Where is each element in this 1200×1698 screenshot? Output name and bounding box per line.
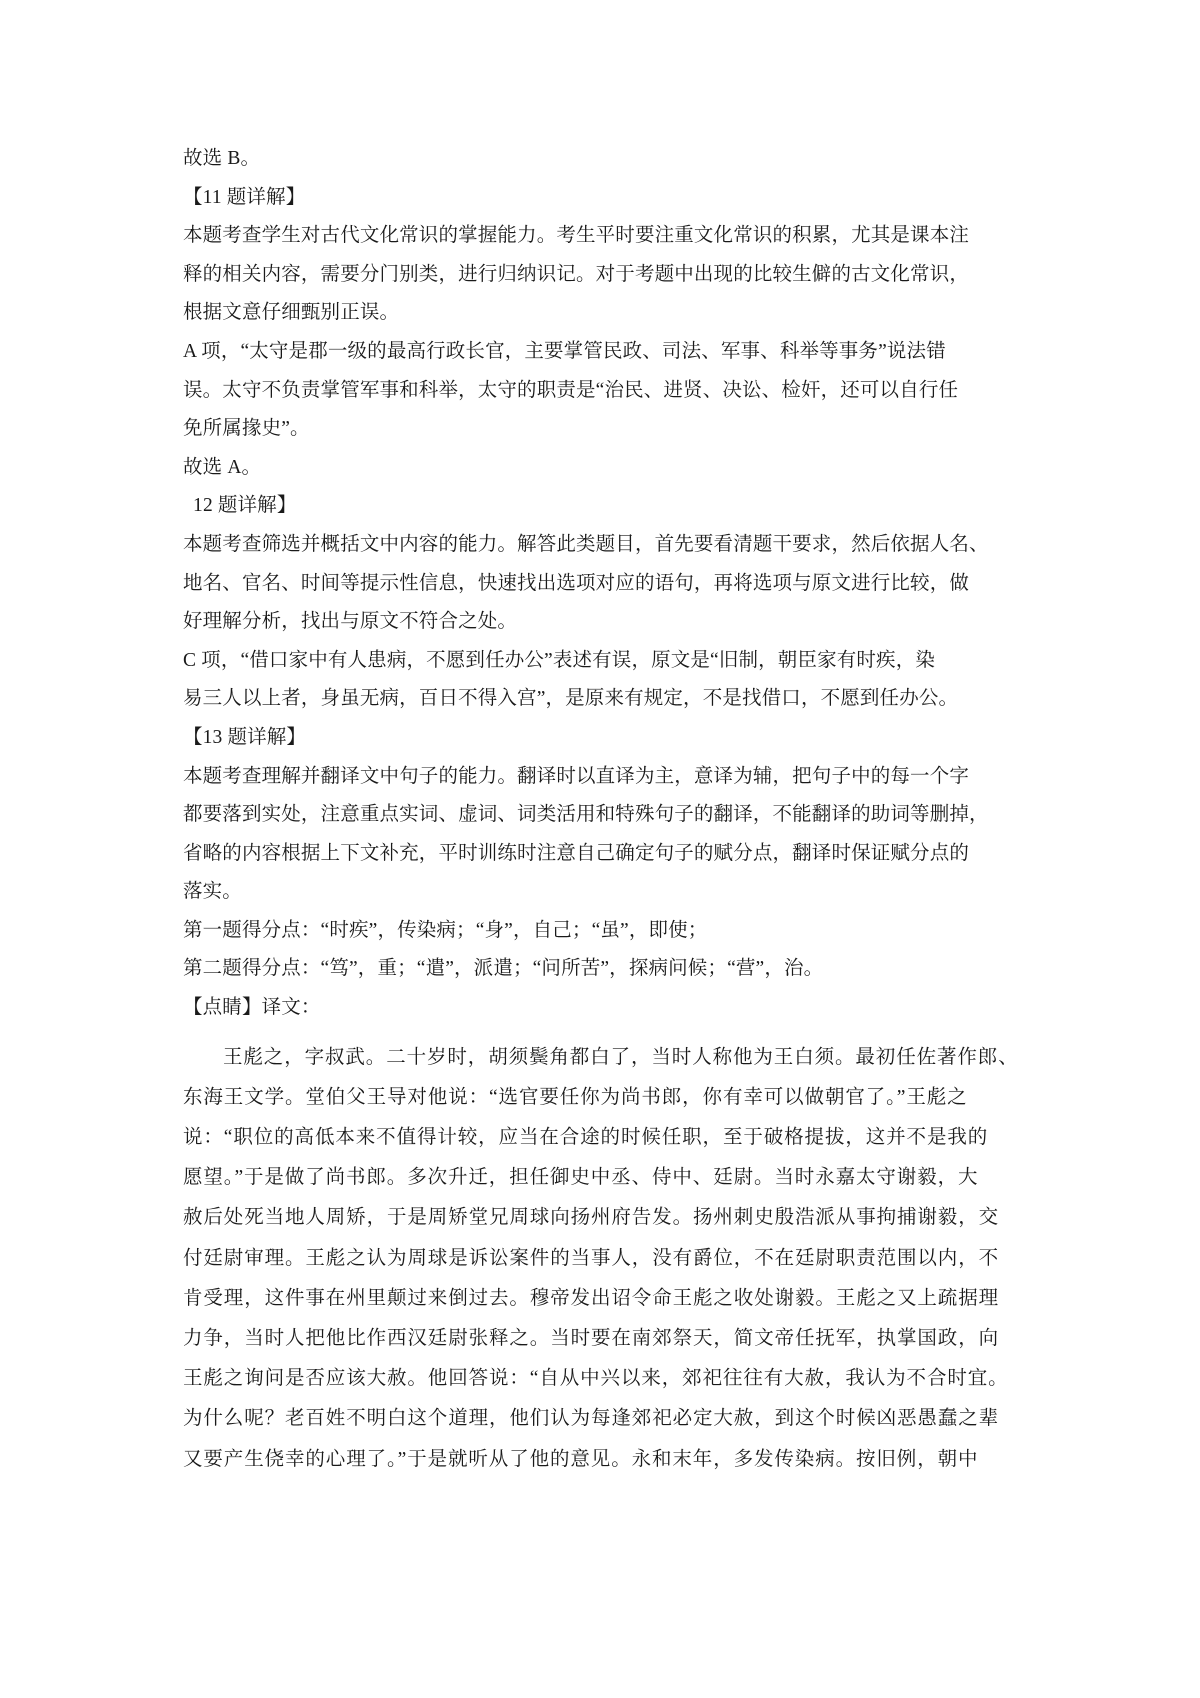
text-line: C 项，“借口家中有人患病，不愿到任办公”表述有误，原文是“旧制，朝臣家有时疾，染	[183, 649, 935, 671]
text-line: 释的相关内容，需要分门别类，进行归纳识记。对于考题中出现的比较生僻的古文化常识，	[183, 263, 970, 285]
document-page	[183, 140, 1028, 1480]
text-line: 根据文意仔细甄别正误。	[183, 302, 400, 324]
section-heading: 【11 题详解】	[183, 186, 306, 208]
translation-line: 又要产生侥幸的心理了。”于是就听从了他的意见。永和末年，多发传染病。按旧例，朝中	[183, 1448, 979, 1470]
text-line: 省略的内容根据上下文补充，平时训练时注意自己确定句子的赋分点，翻译时保证赋分点的	[183, 842, 970, 864]
translation-section	[183, 1038, 1028, 1480]
text-line: 地名、官名、时间等提示性信息，快速找出选项对应的语句，再将选项与原文进行比较，做	[183, 572, 970, 594]
translation-line: 说：“职位的高低本来不值得计较，应当在合途的时候任职，至于破格提拔，这并不是我的	[183, 1127, 989, 1149]
translation-line: 赦后处死当地人周矫，于是周矫堂兄周球向扬州府告发。扬州刺史殷浩派从事拘捕谢毅，交	[183, 1207, 1000, 1229]
commentary-section	[183, 140, 1028, 1028]
text-line: 免所属掾史”。	[183, 418, 310, 440]
section-heading: 【13 题详解】	[183, 726, 307, 748]
text-line: 落实。	[183, 881, 242, 903]
text-line: 故选 B。	[183, 148, 261, 169]
text-line: 本题考查筛选并概括文中内容的能力。解答此类题目，首先要看清题干要求，然后依据人名、	[183, 533, 989, 555]
text-line: 都要落到实处，注意重点实词、虚词、词类活用和特殊句子的翻译，不能翻译的助词等删掉，	[183, 804, 989, 826]
translation-line: 东海王文学。堂伯父王导对他说：“选官要任你为尚书郎，你有幸可以做朝官了。”王彪之	[183, 1086, 968, 1108]
translation-line: 王彪之，字叔武。二十岁时，胡须鬓角都白了，当时人称他为王白须。最初任佐著作郎、	[223, 1046, 1019, 1068]
text-line: 本题考查学生对古代文化常识的掌握能力。考生平时要注重文化常识的积累，尤其是课本注	[183, 225, 970, 247]
text-line: 好理解分析，找出与原文不符合之处。	[183, 611, 518, 633]
text-line: 故选 A。	[183, 456, 262, 478]
translation-line: 肯受理，这件事在州里颠过来倒过去。穆帝发出诏令命王彪之收处谢毅。王彪之又上疏据理	[183, 1287, 1000, 1309]
text-line: 误。太守不负责掌管军事和科举，太守的职责是“治民、进贤、决讼、检奸，还可以自行任	[183, 379, 959, 401]
text-line: 本题考查理解并翻译文中句子的能力。翻译时以直译为主，意译为辅，把句子中的每一个字	[183, 765, 970, 787]
translation-line: 王彪之询问是否应该大赦。他回答说：“自从中兴以来，郊祀往往有大赦，我认为不合时宜。	[183, 1368, 1009, 1390]
translation-line: 力争，当时人把他比作西汉廷尉张释之。当时要在南郊祭天，简文帝任抚军，执掌国政，向	[183, 1328, 1000, 1350]
section-heading: 12 题详解】	[183, 495, 297, 517]
text-line: 第一题得分点：“时疾”，传染病；“身”，自己；“虽”，即使；	[183, 919, 708, 941]
section-heading: 【点睛】译文：	[183, 997, 321, 1019]
translation-line: 为什么呢？老百姓不明白这个道理，他们认为每逢郊祀必定大赦，到这个时候凶恶愚蠢之辈	[183, 1408, 1000, 1430]
translation-line: 付廷尉审理。王彪之认为周球是诉讼案件的当事人，没有爵位，不在廷尉职责范围以内，不	[183, 1247, 1000, 1269]
text-line: A 项，“太守是郡一级的最高行政长官，主要掌管民政、司法、军事、科举等事务”说法错	[183, 340, 946, 362]
text-line: 第二题得分点：“笃”，重；“遣”，派遣；“问所苦”，探病问候；“营”，治。	[183, 958, 824, 980]
translation-line: 愿望。”于是做了尚书郎。多次升迁，担任御史中丞、侍中、廷尉。当时永嘉太守谢毅，大	[183, 1167, 979, 1189]
text-line: 易三人以上者，身虽无病，百日不得入宫”，是原来有规定，不是找借口，不愿到任办公。	[183, 688, 959, 710]
